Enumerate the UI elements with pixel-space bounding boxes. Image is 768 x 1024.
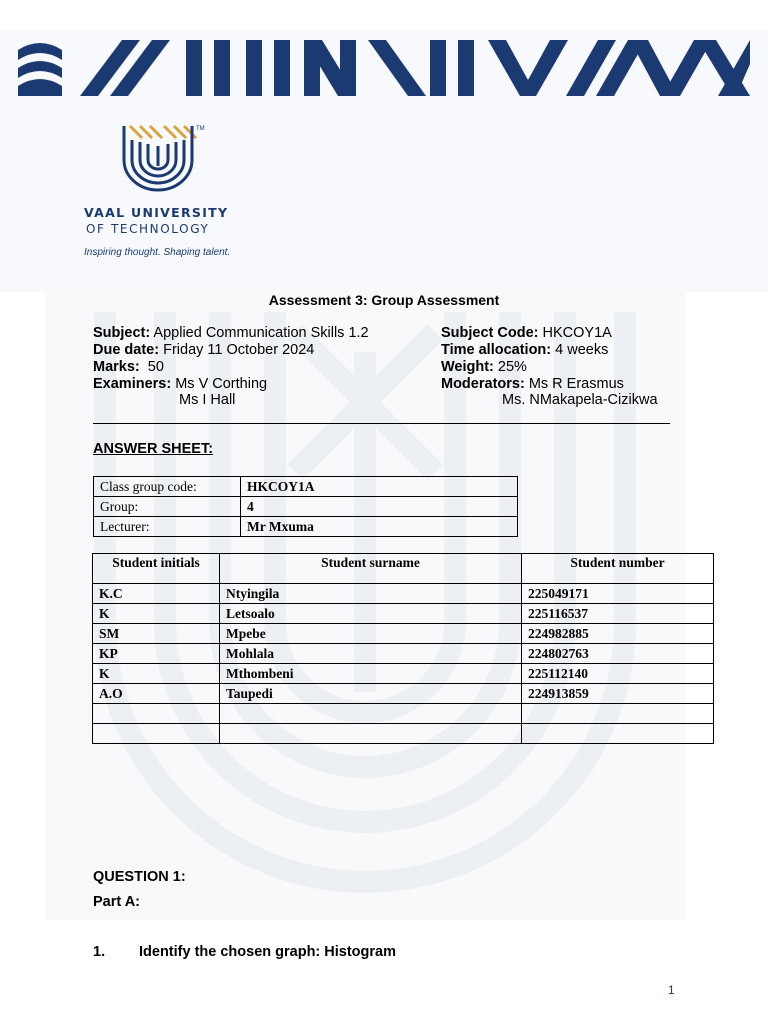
time-allocation-label: Time allocation: <box>441 342 552 358</box>
student-initials: SM <box>93 624 220 644</box>
student-number: 224913859 <box>522 684 714 704</box>
page-number: 1 <box>668 983 675 997</box>
examiner-1: Ms V Corthing <box>171 376 268 392</box>
student-number: 225049171 <box>522 584 714 604</box>
class-info-table <box>93 476 518 537</box>
table-row <box>94 497 518 517</box>
time-allocation-value: 4 weeks <box>551 342 609 358</box>
student-initials: KP <box>93 644 220 664</box>
student-number <box>522 704 714 724</box>
student-surname <box>220 724 522 744</box>
due-date-line <box>93 342 314 359</box>
university-tagline: Inspiring thought. Shaping talent. <box>84 247 231 258</box>
question-item-number: 1. <box>93 944 106 960</box>
student-surname: Mpebe <box>220 624 522 644</box>
part-heading: Part A: <box>93 894 140 910</box>
table-row <box>93 724 714 744</box>
lecturer-label: Lecturer: <box>94 517 241 537</box>
due-date-label: Due date: <box>93 342 160 358</box>
marks-line <box>93 359 164 376</box>
lecturer-value: Mr Mxuma <box>241 517 518 537</box>
student-number: 224982885 <box>522 624 714 644</box>
moderator-1: Ms R Erasmus <box>524 376 624 392</box>
examiner-2: Ms I Hall <box>179 392 236 408</box>
student-surname: Mthombeni <box>220 664 522 684</box>
student-initials: A.O <box>93 684 220 704</box>
trademark-mark: TM <box>196 126 205 132</box>
student-surname <box>220 704 522 724</box>
subject-label: Subject: <box>93 325 151 341</box>
divider-line <box>93 423 670 424</box>
question-item-text: Identify the chosen graph: Histogram <box>139 944 396 960</box>
table-row <box>93 624 714 644</box>
group-label: Group: <box>94 497 241 517</box>
student-surname: Letsoalo <box>220 604 522 624</box>
vut-crest-logo <box>120 122 210 194</box>
assessment-title: Assessment 3: Group Assessment <box>268 292 500 308</box>
moderator-2: Ms. NMakapela-Cizikwa <box>502 392 658 408</box>
weight-value: 25% <box>493 359 527 375</box>
subject-code-value: HKCOY1A <box>538 325 612 341</box>
examiners-line <box>93 376 267 393</box>
header-surname: Student surname <box>220 554 522 584</box>
table-row <box>93 584 714 604</box>
header-initials: Student initials <box>93 554 220 584</box>
student-initials: K <box>93 664 220 684</box>
group-value: 4 <box>241 497 518 517</box>
due-date-value: Friday 11 October 2024 <box>159 342 315 358</box>
student-surname: Ntyingila <box>220 584 522 604</box>
class-code-value: HKCOY1A <box>241 477 518 497</box>
student-initials: K.C <box>93 584 220 604</box>
time-allocation-line <box>441 342 608 359</box>
answer-sheet-heading: ANSWER SHEET: <box>93 441 214 457</box>
student-initials <box>93 704 220 724</box>
moderators-line <box>441 376 624 393</box>
student-number: 225116537 <box>522 604 714 624</box>
table-row <box>93 704 714 724</box>
student-surname: Mohlala <box>220 644 522 664</box>
subject-line <box>93 325 369 342</box>
header-number: Student number <box>522 554 714 584</box>
table-row <box>93 664 714 684</box>
table-row <box>93 644 714 664</box>
marks-label: Marks: <box>93 359 140 375</box>
class-code-label: Class group code: <box>94 477 241 497</box>
subject-code-line <box>441 325 612 342</box>
university-name: VAAL UNIVERSITY <box>84 205 229 220</box>
subject-value: Applied Communication Skills 1.2 <box>150 325 369 341</box>
student-number <box>522 724 714 744</box>
weight-line <box>441 359 527 376</box>
examiners-label: Examiners: <box>93 376 172 392</box>
table-row <box>93 604 714 624</box>
table-header-row <box>93 554 714 584</box>
student-number: 224802763 <box>522 644 714 664</box>
university-name-line2: OF TECHNOLOGY <box>86 222 210 236</box>
question-heading: QUESTION 1: <box>93 869 186 885</box>
table-row <box>94 517 518 537</box>
student-initials <box>93 724 220 744</box>
vut-banner-logo <box>18 40 750 96</box>
student-surname: Taupedi <box>220 684 522 704</box>
weight-label: Weight: <box>441 359 494 375</box>
table-row <box>93 684 714 704</box>
marks-value: 50 <box>139 359 164 375</box>
moderators-label: Moderators: <box>441 376 525 392</box>
student-number: 225112140 <box>522 664 714 684</box>
student-initials: K <box>93 604 220 624</box>
subject-code-label: Subject Code: <box>441 325 539 341</box>
table-row <box>94 477 518 497</box>
students-table <box>92 553 714 744</box>
